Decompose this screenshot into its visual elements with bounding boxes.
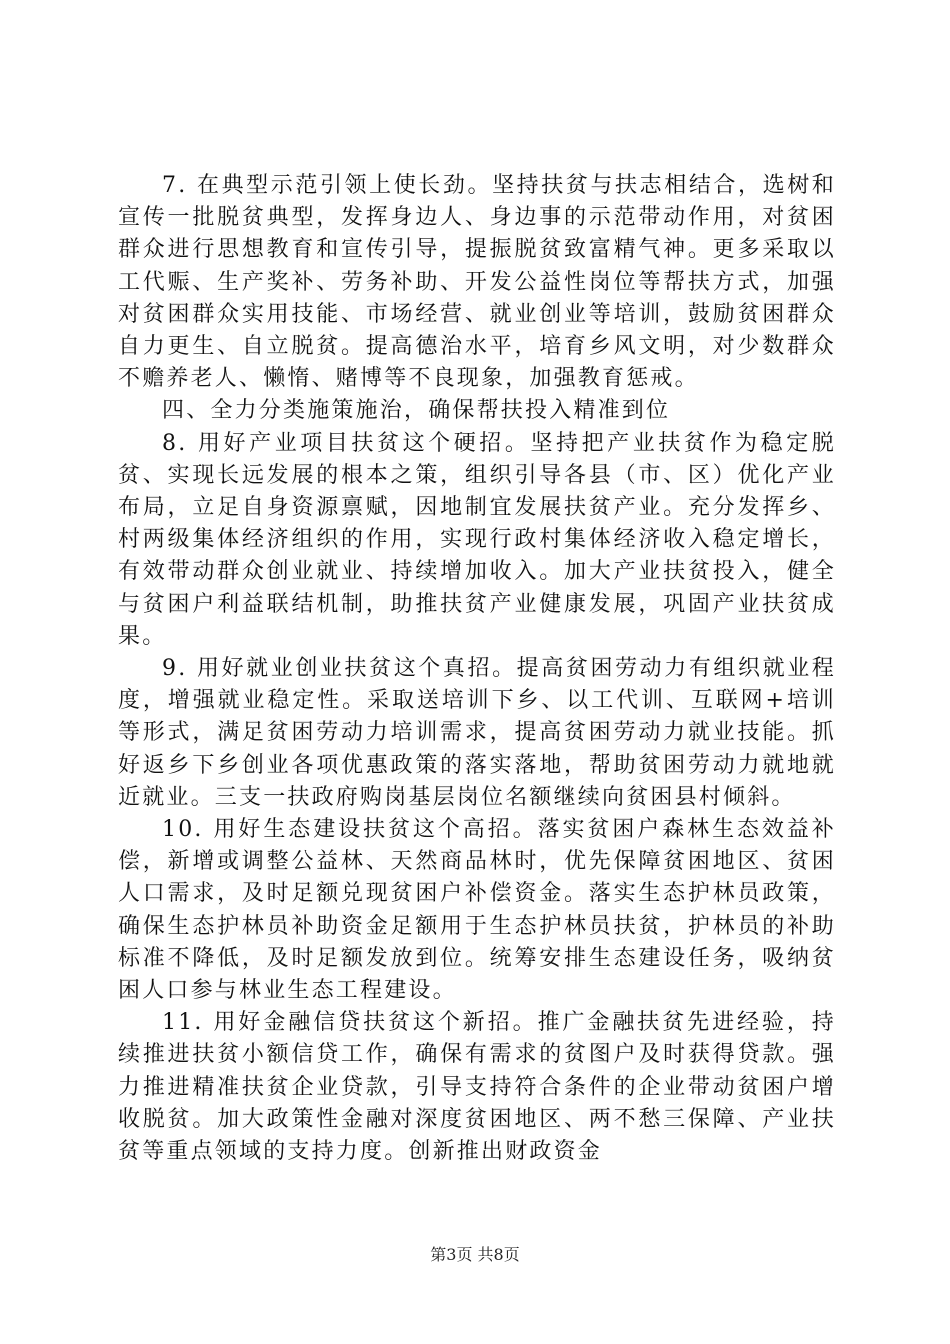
paragraph-item-10: 10. 用好生态建设扶贫这个高招。落实贫困户森林生态效益补偿，新增或调整公益林、天然商品林时，优先保障贫困地区、贫困人口需求，及时足额兑现贫困户补偿资金。落实生态护林员政策，确保生态护林员补助资金足额用于生态护林员扶贫，护林员的补助标准不降低，及时足额发放到位。统筹安排生态建设任务，吸纳贫困人口参与林业生态工程建设。	[118, 817, 836, 1004]
section-heading-4: 四、全力分类施策施治，确保帮扶投入精准到位	[162, 398, 671, 424]
paragraph-item-7: 7. 在典型示范引领上使长劲。坚持扶贫与扶志相结合，选树和宣传一批脱贫典型，发挥身边人、身边事的示范带动作用，对贫困群众进行思想教育和宣传引导，提振脱贫致富精气神。更多采取以工代赈、生产奖补、劳务补助、开发公益性岗位等帮扶方式，加强对贫困群众实用技能、市场经营、就业创业等培训，鼓励贫困群众自力更生、自立脱贫。提高德治水平，培育乡风文明，对少数群众不赡养老人、懒惰、赌博等不良现象，加强教育惩戒。	[118, 173, 836, 392]
paragraph-item-9: 9. 用好就业创业扶贫这个真招。提高贫困劳动力有组织就业程度，增强就业稳定性。采取送培训下乡、以工代训、互联网+培训等形式，满足贫困劳动力培训需求，提高贫困劳动力就业技能。抓好返乡下乡创业各项优惠政策的落实落地，帮助贫困劳动力就地就近就业。三支一扶政府购岗基层岗位名额继续向贫困县村倾斜。	[118, 656, 836, 810]
document-body	[118, 170, 836, 1168]
paragraph-item-8: 8. 用好产业项目扶贫这个硬招。坚持把产业扶贫作为稳定脱贫、实现长远发展的根本之策，组织引导各县（市、区）优化产业布局，立足自身资源禀赋，因地制宜发展扶贫产业。充分发挥乡、村两级集体经济组织的作用，实现行政村集体经济收入稳定增长，有效带动群众创业就业、持续增加收入。加大产业扶贫投入，健全与贫困户利益联结机制，助推扶贫产业健康发展，巩固产业扶贫成果。	[118, 430, 836, 649]
paragraph-item-11: 11. 用好金融信贷扶贫这个新招。推广金融扶贫先进经验，持续推进扶贫小额信贷工作，确保有需求的贫图户及时获得贷款。强力推进精准扶贫企业贷款，引导支持符合条件的企业带动贫困户增收脱贫。加大政策性金融对深度贫困地区、两不愁三保障、产业扶贫等重点领域的支持力度。创新推出财政资金	[118, 1010, 836, 1165]
page-number-footer: 第3页 共8页	[430, 1245, 520, 1264]
